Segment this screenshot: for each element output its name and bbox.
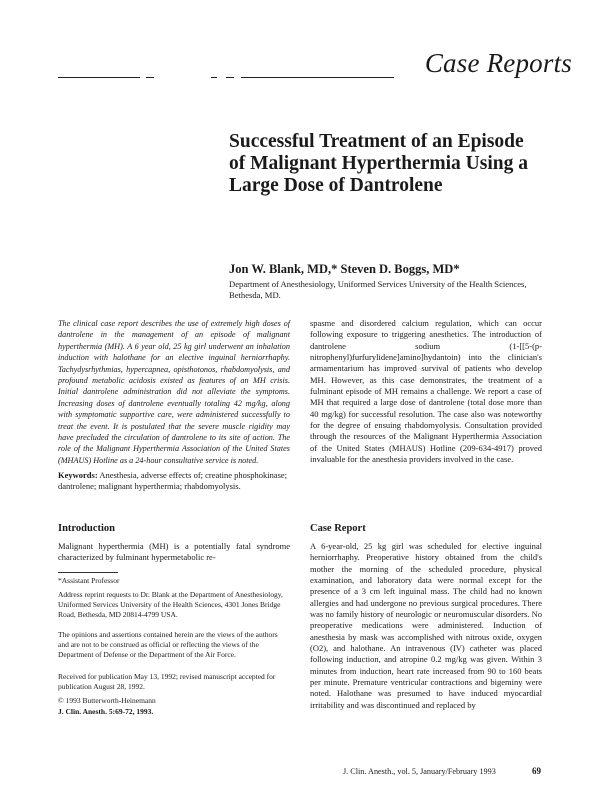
footnote-opinions: The opinions and assertions contained herein are the views of the authors and are not to be construed as official or reflecting the views of the Department of Defense or the Department of the Air Force. <box>58 630 278 660</box>
case-report-text: A 6-year-old, 25 kg girl was scheduled for elective inguinal herniorrhaphy. Preoperative history obtained from the child's mother the morning of the scheduled procedure, physical examination, and laboratory data were normal except for the presence of a 3 cm left inguinal mass. The child had no known allergies and had undergone no previous surgical procedures. There was no family history of neurologic or neuromuscular disorders. No preoperative medications were administered. Induction of anesthesia by mask was accomplished with nitrous oxide, oxygen (O2), and halothane. An intravenous (IV) catheter was placed following induction, and atropine 0.2 mg/kg was given. Within 3 minutes from induction, heart rate increased from 90 to 160 beats per minute. Premature ventricular contractions and bigeminy were noted. Halothane was presumed to have induced myocardial irritability and was discontinued and replaced by <box>310 541 542 710</box>
case-report-body <box>310 541 542 711</box>
page-number: 69 <box>532 766 541 776</box>
keywords <box>58 470 290 493</box>
article-title: Successful Treatment of an Episode of Malignant Hyperthermia Using a Large Dose of Dantrolene <box>229 131 528 196</box>
footnote-copyright: © 1993 Butterworth-Heinemann <box>58 696 156 705</box>
introduction-body <box>58 541 290 564</box>
header-rule-right <box>241 77 394 78</box>
keywords-text: Anesthesia, adverse effects of; creatine phosphokinase; dantrolene; malignant hyperthermia; rhabdomyolysis. <box>58 470 288 492</box>
header-rule-left <box>58 77 140 78</box>
abstract: The clinical case report describes the use of extremely high doses of dantrolene in the management of an episode of malignant hyperthermia (MH). A 6 year old, 25 kg girl underwent an inhalation induction with halothane for an elective inguinal herniorrhaphy. Tachydysrhythmias, hypercapnea, opisthotonos, rhabdomyolysis, and profound metabolic acidosis existed as features of an MH crisis. Initial dantrolene administration did not alleviate the symptoms. Increasing doses of dantrolene eventually totaling 42 mg/kg, along with symptomatic supportive care, were administered successfully to treat the event. It is postulated that the severe muscle rigidity may have precluded the circulation of dantrolene to its site of action. The role of the Malignant Hyperthermia Association of the United States (MHAUS) Hotline as a 24-hour consultative service is noted. <box>58 319 290 465</box>
footnote-address: Address reprint requests to Dr. Blank at the Department of Anesthesiology, Uniformed Services University of the Health Sciences, 4301 Jones Bridge Road, Bethesda, MD 20814-4799 USA. <box>58 590 283 620</box>
header-rule-dash-2 <box>211 77 217 78</box>
right-column-text: spasme and disordered calcium regulation, which can occur following exposure to triggering anesthetics. The introduction of dantrolene sodium (1-[[5-(p-nitrophenyl)furfurylidene]amino]hydantoin) into the clinician's armamentarium has improved survival of patients who develop MH. However, as this case demonstrates, the treatment of a fulminant episode of MH remains a challenge. We report a case of MH that required a large dose of dantrolene (total dose more than 40 mg/kg) for successful resolution. The case also was noteworthy for the degree of ensuing rhabdomyolysis. Consultation provided through the resources of the Malignant Hyperthermia Association of the United States (MHAUS) Hotline (209-634-4917) proved invaluable for the anesthesia providers involved in the case. <box>310 318 542 465</box>
header-rule-dash-3 <box>226 77 234 78</box>
section-label: Case Reports <box>424 48 572 78</box>
affiliation: Department of Anesthesiology, Uniformed Services University of the Health Sciences, Bethesda, MD. <box>229 279 527 301</box>
footnote-citation: J. Clin. Anesth. 5:69-72, 1993. <box>58 707 154 716</box>
introduction-heading: Introduction <box>58 523 115 534</box>
footnote-received: Received for publication May 13, 1992; revised manuscript accepted for publication August 28, 1992. <box>58 672 276 692</box>
case-report-heading: Case Report <box>310 523 366 534</box>
running-footer: J. Clin. Anesth., vol. 5, January/February 1993 <box>343 767 496 776</box>
right-column-top <box>310 318 542 465</box>
header-rule-dash-1 <box>146 77 154 78</box>
keywords-label: Keywords: <box>58 470 98 480</box>
footnote-rule <box>58 572 118 573</box>
introduction-text: Malignant hyperthermia (MH) is a potentially fatal syndrome characterized by fulminant hypermetabolic re- <box>58 541 290 563</box>
footnote-assistant: *Assistant Professor <box>58 576 120 585</box>
authors: Jon W. Blank, MD,* Steven D. Boggs, MD* <box>229 262 460 276</box>
